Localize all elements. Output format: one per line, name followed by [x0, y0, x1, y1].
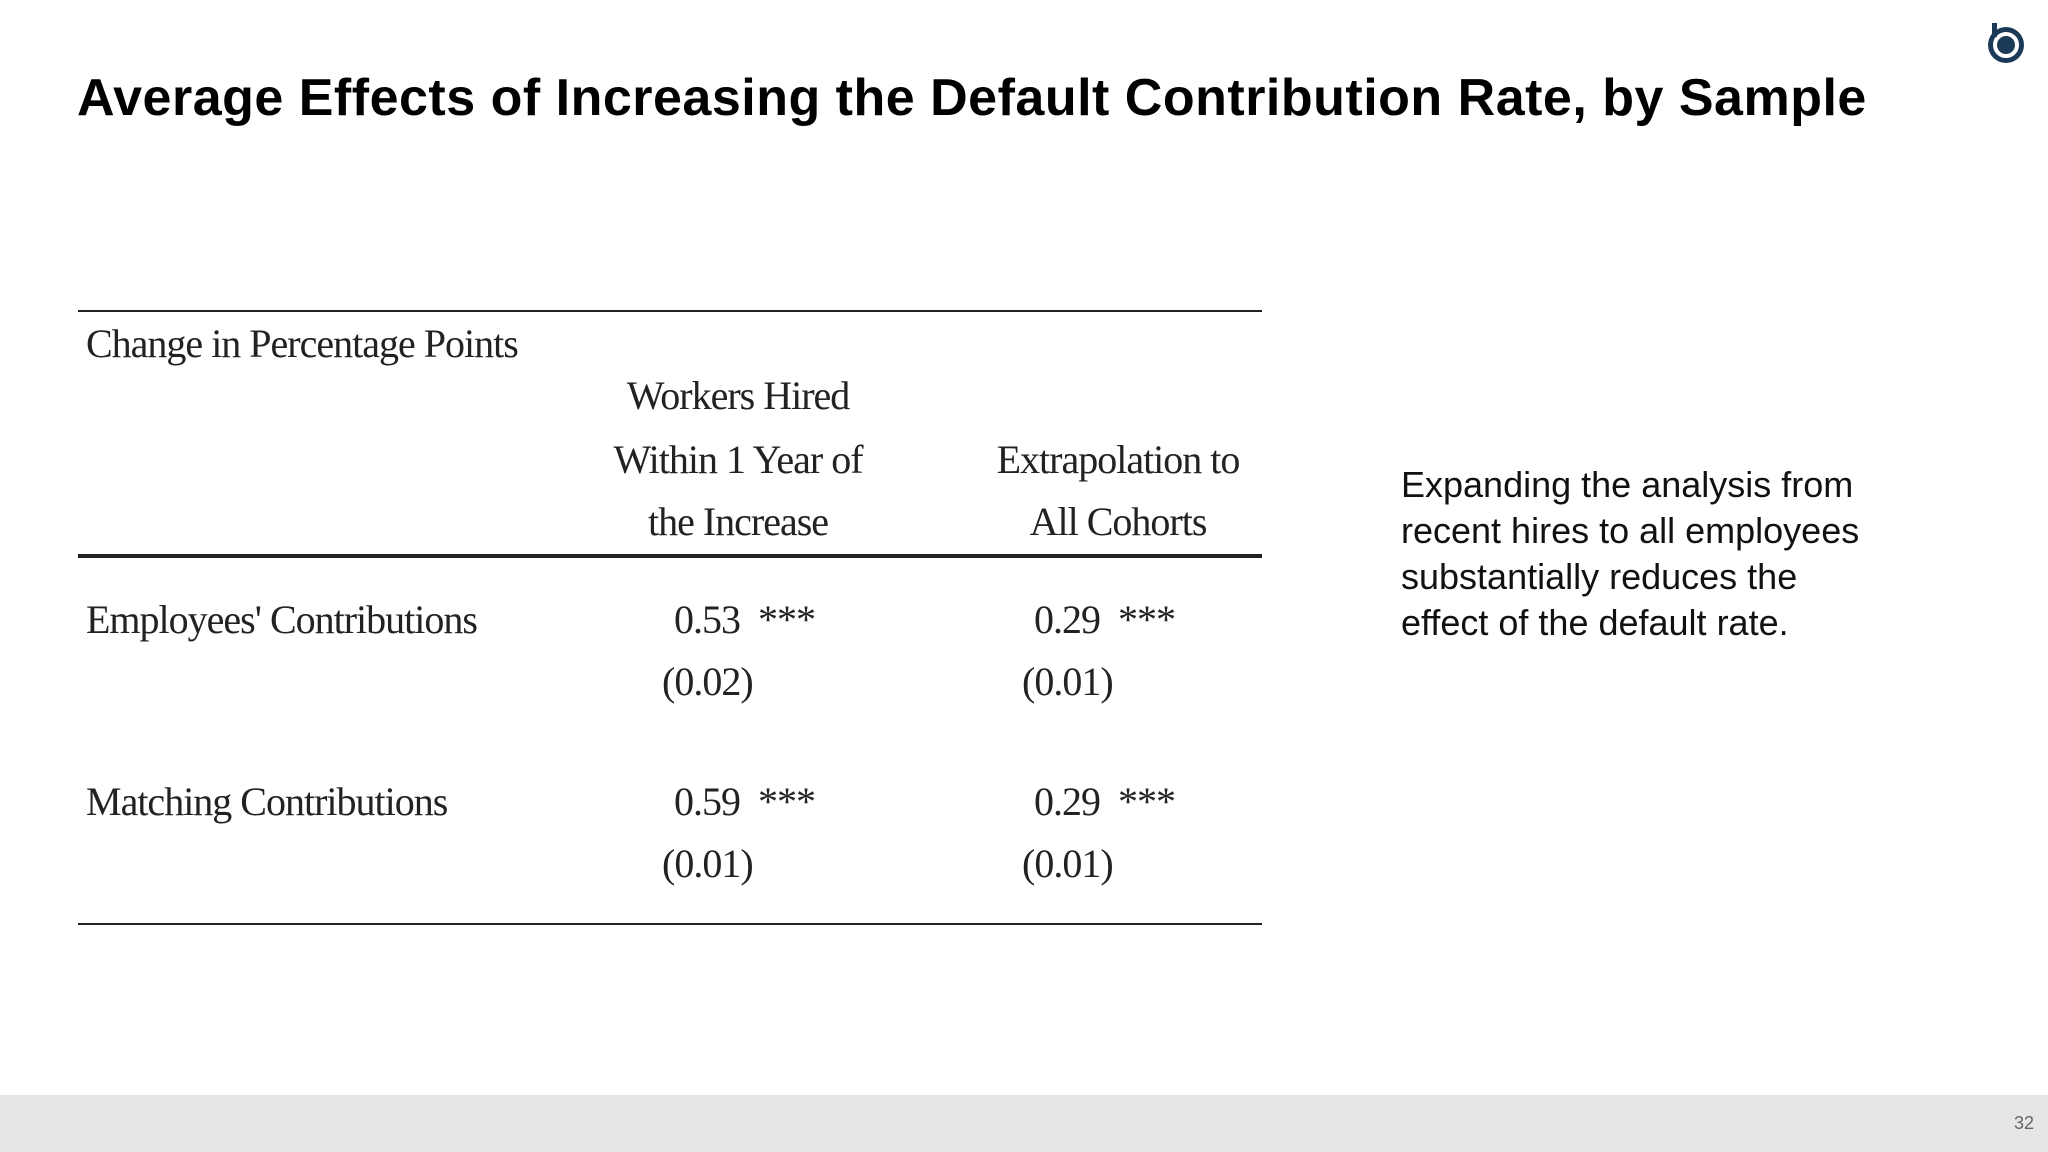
page-number: 32: [2013, 1113, 2034, 1133]
side-note: Expanding the analysis from recent hires to all employees substantially reduces the effect of the default rate.: [1401, 464, 1860, 643]
table-top-rule: [78, 310, 1262, 312]
row2-col1-se: (0.01): [662, 841, 753, 886]
table-caption: Change in Percentage Points: [86, 321, 518, 366]
row2-col1-estimate: 0.59 ***: [674, 779, 815, 824]
col1-header-line1: Workers Hired: [626, 373, 850, 418]
row1-col1-estimate: 0.53 ***: [674, 597, 815, 642]
col1-header-line3: the Increase: [647, 499, 829, 544]
col2-header-line2: All Cohorts: [1029, 499, 1207, 544]
slide-title: Average Effects of Increasing the Default Contribution Rate, by Sample: [77, 69, 1867, 127]
brand-logo-icon: [1983, 20, 2029, 66]
row1-col2-estimate: 0.29 ***: [1034, 597, 1175, 642]
table-bottom-rule: [78, 923, 1262, 925]
col2-header-line1: Extrapolation to: [996, 437, 1240, 482]
results-table: [78, 310, 1262, 926]
row-label-matching: Matching Contributions: [86, 779, 448, 824]
row2-col2-estimate: 0.29 ***: [1034, 779, 1175, 824]
row-label-employees: Employees' Contributions: [86, 597, 477, 642]
slide-footer: [0, 1095, 2048, 1152]
row2-col2-se: (0.01): [1022, 841, 1113, 886]
col1-header-line2: Within 1 Year of: [613, 437, 863, 482]
row1-col1-se: (0.02): [662, 659, 753, 704]
row1-col2-se: (0.01): [1022, 659, 1113, 704]
table-header-rule: [78, 554, 1262, 558]
